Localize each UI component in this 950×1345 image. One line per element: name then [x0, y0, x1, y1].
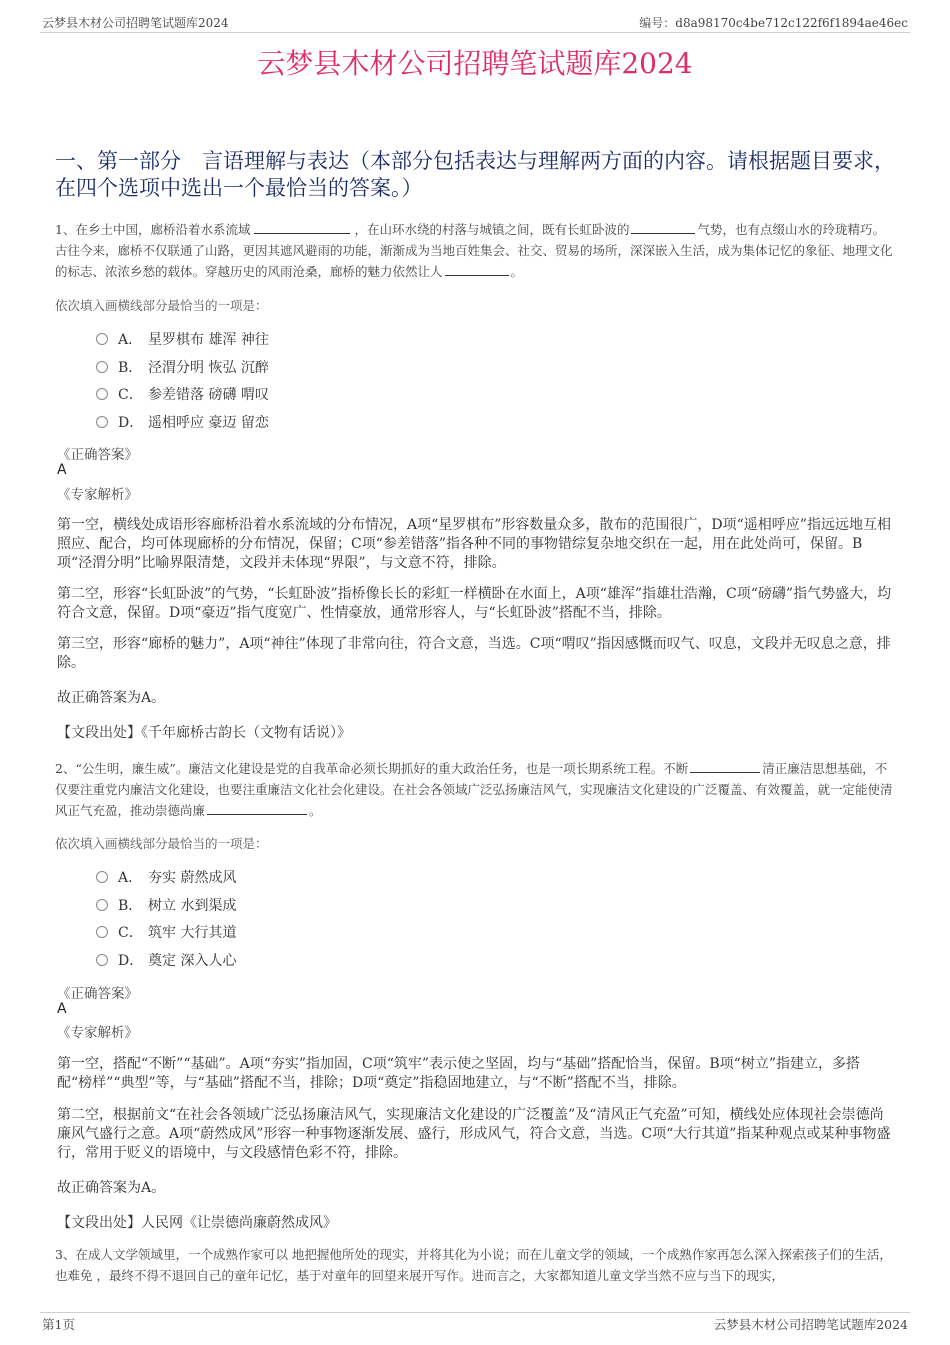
q2-blank-2	[207, 802, 307, 815]
q1-answer: A	[57, 462, 67, 478]
q2-option-a[interactable]: A． 夯实 蔚然成风	[96, 868, 236, 888]
q1-option-d[interactable]: D． 遥相呼应 豪迈 留恋	[96, 413, 269, 433]
radio-icon[interactable]	[96, 926, 108, 938]
footer-page-number: 第1页	[42, 1317, 75, 1332]
radio-icon[interactable]	[96, 361, 108, 373]
q2-option-d[interactable]: D． 奠定 深入人心	[96, 951, 236, 971]
q2-text-b: 清正廉洁思想基础，不仅要注重党内廉洁文化建设，也要注重廉洁文化社会化建设。在社会各领域广泛弘扬廉洁风气，实现廉洁文化建设的广泛覆盖、有效覆盖，就一定能使清风正气充盈，推动崇德尚廉	[55, 761, 893, 818]
q2-text-a: 2、“公生明，廉生威”。廉洁文化建设是党的自我革命必须长期抓好的重大政治任务，也是一项长期系统工程。不断	[55, 761, 689, 776]
radio-icon[interactable]	[96, 954, 108, 966]
radio-icon[interactable]	[96, 899, 108, 911]
question-1-stem	[55, 219, 895, 282]
q1-analysis-2: 第二空，形容“长虹卧波”的气势，“长虹卧波”指桥像长长的彩虹一样横卧在水面上，A项“雄浑”指雄壮浩瀚，C项“磅礴”指气势盛大，均符合文意，保留。D项“豪迈”指气度宽广、性情豪放，通常形容人，与“长虹卧波”搭配不当，排除。	[57, 586, 892, 621]
q2-analysis-3: 故正确答案为A。	[57, 1180, 166, 1196]
q1-blank-3	[445, 263, 509, 276]
page-title: 云梦县木材公司招聘笔试题库2024	[257, 47, 693, 80]
q2-analysis-label: 《专家解析》	[57, 1025, 138, 1041]
radio-icon[interactable]	[96, 416, 108, 428]
q2-text-c: 。	[309, 803, 322, 818]
header-doc-id: 编号：d8a98170c4be712c122f6f1894ae46ec	[639, 16, 908, 30]
q1-blank-2	[631, 221, 695, 234]
q1-answer-label: 《正确答案》	[57, 447, 138, 463]
radio-icon[interactable]	[96, 871, 108, 883]
q2-source: 【文段出处】人民网《让崇德尚廉蔚然成风》	[57, 1215, 337, 1231]
header-doc-title: 云梦县木材公司招聘笔试题库2024	[42, 16, 229, 30]
q2-option-c[interactable]: C． 筑牢 大行其道	[96, 923, 236, 943]
q1-text-b: ，在山环水绕的村落与城镇之间，既有长虹卧波的	[354, 222, 630, 237]
q1-analysis-4: 故正确答案为A。	[57, 690, 166, 706]
radio-icon[interactable]	[96, 388, 108, 400]
q2-option-b[interactable]: B． 树立 水到渠成	[96, 896, 236, 916]
footer-doc-title: 云梦县木材公司招聘笔试题库2024	[713, 1317, 908, 1332]
q1-option-b[interactable]: B． 泾渭分明 恢弘 沉醉	[96, 358, 269, 378]
q1-text-c: 气势，也有点缀山水的玲珑精巧。古往今来，廊桥不仅联通了山路，更因其遮风避雨的功能，渐渐成为当地百姓集会、社交、贸易的场所，深深嵌入生活，成为集体记忆的象征、地理文化的标志、浓浓乡愁的载体。穿越历史的风雨沧桑，廊桥的魅力依然让人	[55, 222, 893, 279]
page-header	[40, 14, 910, 33]
question-2-stem	[55, 758, 895, 821]
radio-icon[interactable]	[96, 333, 108, 345]
q2-prompt: 依次填入画横线部分最恰当的一项是：	[55, 836, 268, 851]
q1-analysis-1: 第一空，横线处成语形容廊桥沿着水系流域的分布情况，A项“星罗棋布”形容数量众多，散布的范围很广，D项“遥相呼应”指远远地互相照应、配合，均可体现廊桥的分布情况，保留；C项“参差错落”指各种不同的事物错综复杂地交织在一起，用在此处尚可，保留。B项“泾渭分明”比喻界限清楚，文段并未体现“界限”，与文意不符，排除。	[57, 517, 891, 571]
q1-analysis-label: 《专家解析》	[57, 487, 138, 503]
question-3-stem: 3、在成人文学领域里，一个成熟作家可以 地把握他所处的现实，并将其化为小说；而在儿童文学的领域，一个成熟作家再怎么深入探索孩子们的生活，也难免 ，最终不得不退回自己的童年记忆，基于对童年的回望来展开写作。进而言之，大家都知道儿童文学当然不应与当下的现实，	[55, 1247, 892, 1283]
q2-analysis-1: 第一空，搭配“不断”“基础”。A项“夯实”指加固，C项“筑牢”表示使之坚固，均与“基础”搭配恰当，保留。B项“树立”指建立，多搭配“榜样”“典型”等，与“基础”搭配不当，排除；D项“奠定”指稳固地建立，与“不断”搭配不当，排除。	[57, 1056, 860, 1091]
q1-text-d: 。	[510, 264, 524, 279]
q1-blank-1	[254, 221, 350, 234]
q1-prompt: 依次填入画横线部分最恰当的一项是：	[55, 298, 268, 313]
q1-analysis-3: 第三空，形容“廊桥的魅力”，A项“神往”体现了非常向往，符合文意，当选。C项“喟叹”指因感慨而叹气、叹息，文段并无叹息之意，排除。	[57, 636, 891, 671]
q1-option-a[interactable]: A． 星罗棋布 雄浑 神往	[96, 330, 269, 350]
q1-text-a: 1、在乡土中国，廊桥沿着水系流域	[55, 222, 251, 237]
q2-blank-1	[690, 760, 760, 773]
q2-answer-label: 《正确答案》	[57, 986, 138, 1002]
q2-analysis-2: 第二空，根据前文“在社会各领域广泛弘扬廉洁风气，实现廉洁文化建设的广泛覆盖”及“清风正气充盈”可知，横线处应体现社会崇德尚廉风气盛行之意。A项“蔚然成风”形容一种事物逐渐发展、盛行，形成风气，符合文意，当选。C项“大行其道”指某种观点或某种事物盛行，常用于贬义的语境中，与文段感情色彩不符，排除。	[57, 1107, 891, 1161]
q1-source: 【文段出处】《千年廊桥古韵长（文物有话说）》	[57, 725, 351, 741]
q2-answer: A	[57, 1001, 67, 1017]
page-footer	[40, 1312, 910, 1333]
q1-option-c[interactable]: C． 参差错落 磅礴 喟叹	[96, 385, 269, 405]
section-title: 一、第一部分 言语理解与表达（本部分包括表达与理解两方面的内容。请根据题目要求，在四个选项中选出一个最恰当的答案。）	[55, 149, 895, 200]
